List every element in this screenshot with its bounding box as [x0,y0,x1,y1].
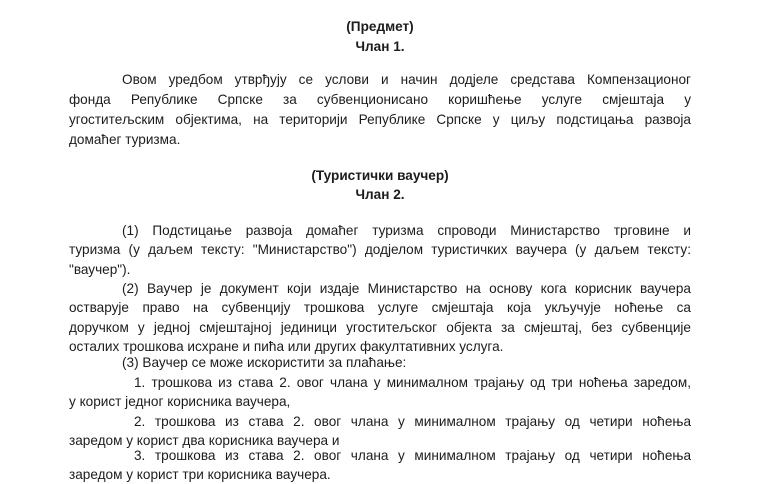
article-1-caption: (Предмет) [346,19,414,34]
paragraph-line: угоститељским објектима, на територији Републике Српске у циљу подстицања развоја [69,112,691,127]
article-2-paragraph-1 [69,221,691,279]
list-item-line: заредом у корист два корисника ваучера и [69,433,340,449]
list-item-line: 3. трошкова из става 2. овог члана у минималном трајању од четири ноћења [134,448,691,463]
paragraph-line: Овом уредбом утврђују се услови и начин додјеле средстава Компензационог [122,72,691,87]
article-1-heading [69,17,691,57]
article-2-item-3 [69,446,691,484]
paragraph-line: (1) Подстицање развоја домаћег туризма спроводи Министарство трговине и [122,223,691,238]
paragraph-line: (3) Ваучер се може искористити за плаћање: [122,355,407,370]
paragraph-line: осталих трошкова исхране и пића или других факултативних услуга. [69,339,504,355]
article-2-item-1 [69,373,691,412]
article-2-title: Члан 2. [355,187,405,202]
paragraph-line: "ваучер"). [69,261,131,277]
paragraph-line: туризма (у даљем тексту: "Министарство") додјелом туристичких ваучера (у даљем тексту: [69,242,691,258]
list-item-line: у корист једног корисника ваучера, [69,394,291,410]
list-item-line-clipped: заредом у корист три корисника ваучера. [69,467,331,482]
paragraph-line: фонда Републике Српске за субвенционисано коришћење услуге смјештаја у [69,92,691,107]
paragraph-line: (2) Ваучер је документ који издаје Министарство на основу кога корисник ваучера [122,281,691,296]
article-2-caption: (Туристички ваучер) [311,168,449,183]
article-1-paragraph [69,70,691,150]
article-2-paragraph-3 [69,353,691,372]
paragraph-line: остварује право на субвенцију трошкова услуге смјештаја која укључује ноћење са [69,300,691,316]
paragraph-line: доручком у једној смјештајној јединици угоститељског објекта за смјештај, без субвенције [69,319,691,335]
article-2-heading [69,166,691,204]
list-item-line: 2. трошкова из става 2. овог члана у минималном трајању од четири ноћења [134,414,691,429]
article-1-title: Члан 1. [355,39,405,54]
article-2-item-2 [69,412,691,451]
article-2-paragraph-2 [69,279,691,357]
list-item-line: 1. трошкова из става 2. овог члана у минималном трајању од три ноћења заредом, [134,375,691,390]
paragraph-line: домаћег туризма. [69,132,181,147]
